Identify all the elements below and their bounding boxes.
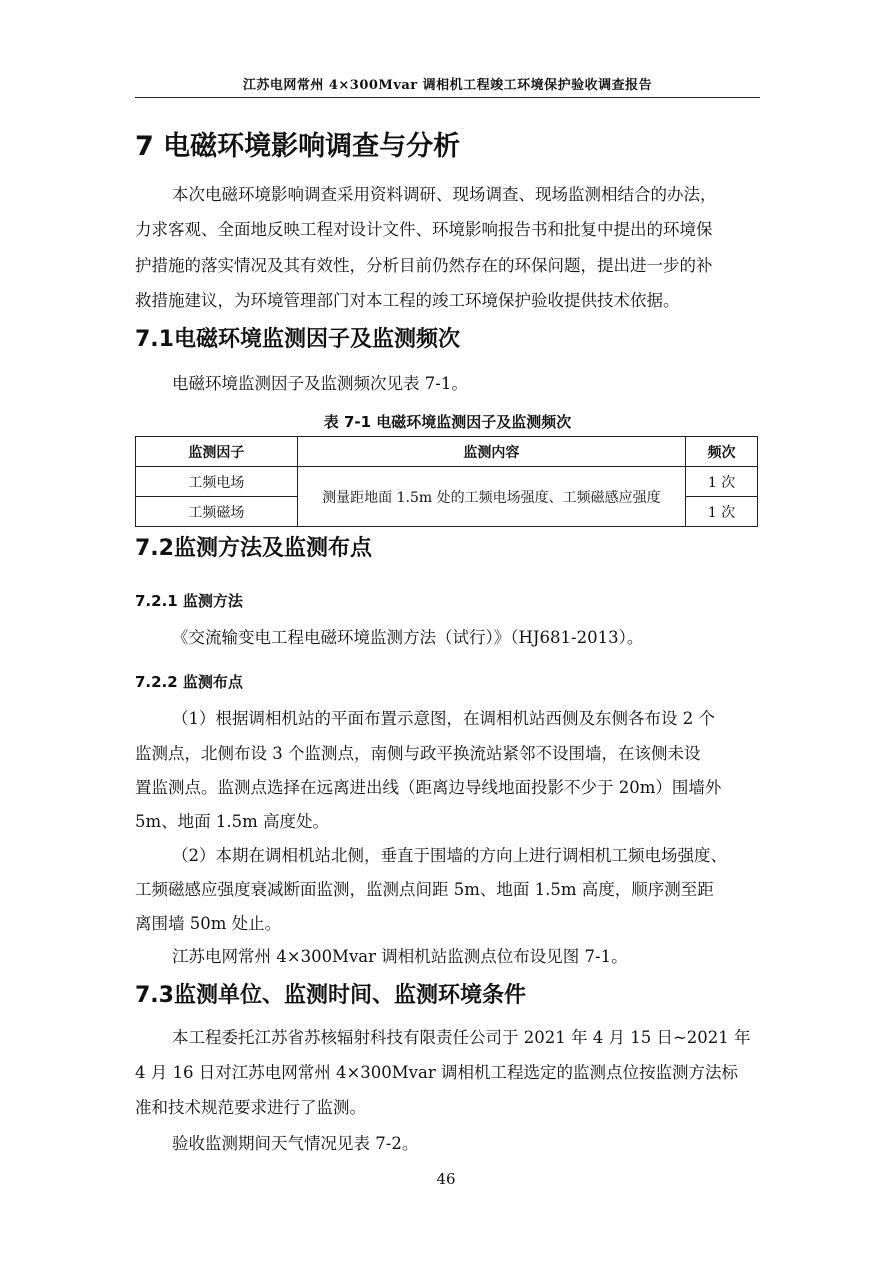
paragraph-line: 验收监测期间天气情况见表 7-2。 (172, 1134, 419, 1153)
page-number: 46 (436, 1170, 456, 1188)
section-7-3-title: 7.3监测单位、监测时间、监测环境条件 (135, 983, 526, 1008)
table-cell-frequency: 1 次 (686, 467, 758, 497)
table-cell-frequency: 1 次 (686, 497, 758, 527)
paragraph-line: （1）根据调相机站的平面布置示意图，在调相机站西侧及东侧各布设 2 个 (172, 709, 715, 728)
table-cell-factor: 工频磁场 (136, 497, 298, 527)
chapter-intro-line: 本次电磁环境影响调查采用资料调研、现场调查、现场监测相结合的办法， (172, 185, 717, 204)
table-cell-factor: 工频电场 (136, 467, 298, 497)
running-header: 江苏电网常州 4×300Mvar 调相机工程竣工环境保护验收调查报告 (242, 78, 653, 93)
paragraph-line: 江苏电网常州 4×300Mvar 调相机站监测点位布设见图 7-1。 (172, 947, 628, 966)
subsection-7-2-1-text: 《交流输变电工程电磁环境监测方法（试行）》（HJ681-2013）。 (172, 628, 644, 647)
table-cell-content: 测量距地面 1.5m 处的工频电场强度、工频磁感应强度 (297, 467, 685, 527)
table-7-1-caption: 表 7-1 电磁环境监测因子及监测频次 (323, 413, 572, 431)
table-header-cell: 监测因子 (136, 437, 298, 467)
paragraph-line: （2）本期在调相机站北侧，垂直于围墙的方向上进行调相机工频电场强度、 (172, 846, 727, 865)
paragraph-line: 准和技术规范要求进行了监测。 (135, 1098, 366, 1117)
chapter-intro-line: 护措施的落实情况及其有效性，分析目前仍然存在的环保问题，提出进一步的补 (135, 256, 713, 275)
table-7-1 (135, 436, 758, 527)
subsection-7-2-2-title: 7.2.2 监测布点 (135, 673, 243, 691)
subsection-7-2-1-title: 7.2.1 监测方法 (135, 592, 243, 610)
table-header-row (136, 437, 758, 467)
chapter-intro-line: 力求客观、全面地反映工程对设计文件、环境影响报告书和批复中提出的环境保 (135, 220, 713, 239)
paragraph-line: 本工程委托江苏省苏核辐射科技有限责任公司于 2021 年 4 月 15 日~2021 年 (172, 1028, 751, 1047)
paragraph-line: 5m、地面 1.5m 高度处。 (135, 812, 330, 831)
section-7-1-text: 电磁环境监测因子及监测频次见表 7-1。 (172, 374, 468, 393)
paragraph-line: 离围墙 50m 处止。 (135, 914, 282, 933)
section-7-2-title: 7.2监测方法及监测布点 (135, 536, 372, 561)
paragraph-line: 置监测点。监测点选择在远离进出线（距离边导线地面投影不少于 20m）围墙外 (135, 778, 722, 797)
chapter-title: 7 电磁环境影响调查与分析 (135, 131, 461, 162)
chapter-intro-line: 救措施建议，为环境管理部门对本工程的竣工环境保护验收提供技术依据。 (135, 291, 680, 310)
paragraph-line: 工频磁感应强度衰减断面监测，监测点间距 5m、地面 1.5m 高度，顺序测至距 (135, 880, 714, 899)
table-row (136, 467, 758, 497)
paragraph-line: 监测点，北侧布设 3 个监测点，南侧与政平换流站紧邻不设围墙，在该侧未设 (135, 744, 701, 763)
header-divider (135, 97, 760, 98)
table-header-cell: 频次 (686, 437, 758, 467)
paragraph-line: 4 月 16 日对江苏电网常州 4×300Mvar 调相机工程选定的监测点位按监测方法标 (135, 1063, 738, 1082)
section-7-1-title: 7.1电磁环境监测因子及监测频次 (135, 327, 460, 352)
table-header-cell: 监测内容 (297, 437, 685, 467)
